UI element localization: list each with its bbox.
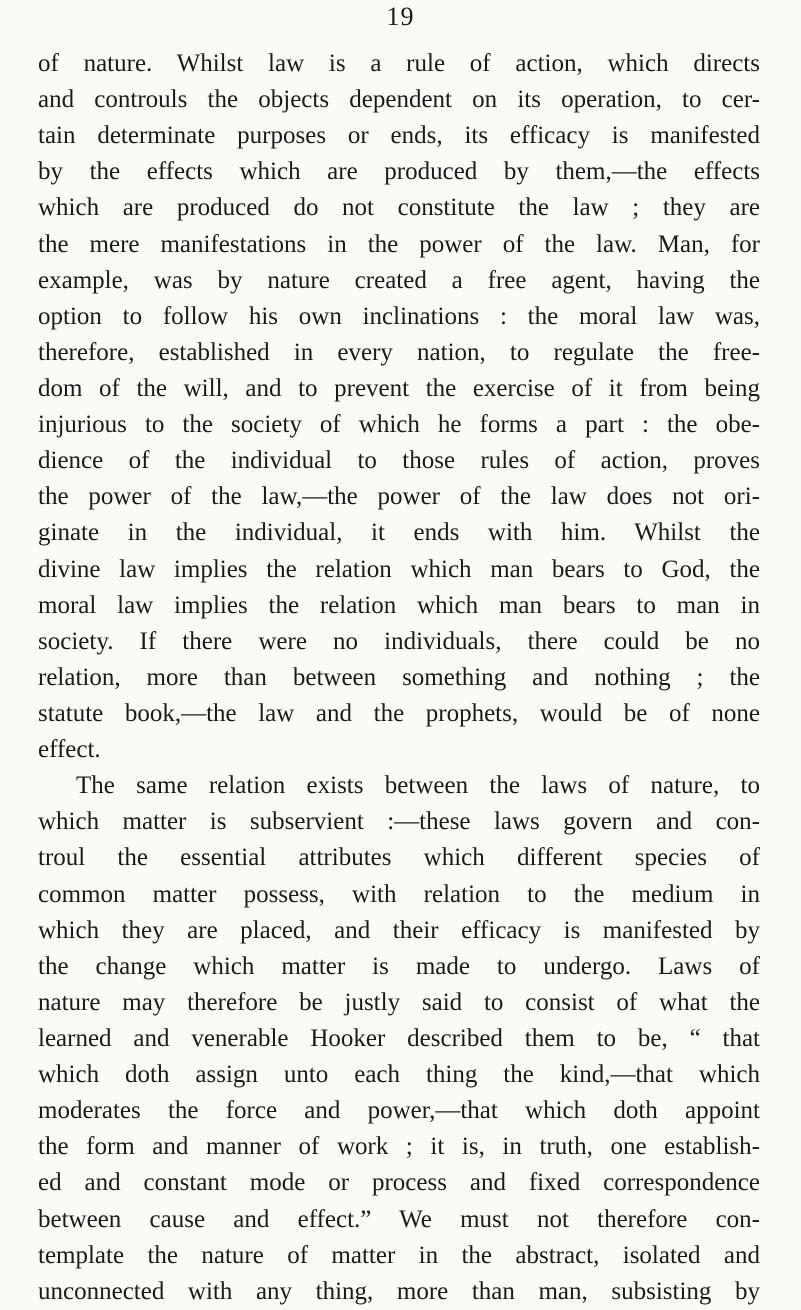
text-line: which are produced do not constitute the law ; they are xyxy=(38,194,760,222)
text-line: of nature. Whilst law is a rule of action, which directs xyxy=(38,50,760,77)
text-line: unconnected with any thing, more than man, subsisting by xyxy=(38,1277,760,1305)
text-line: society. If there were no individuals, there could be no xyxy=(38,627,760,655)
text-line: which doth assign unto each thing the kind,—that which xyxy=(38,1061,760,1089)
text-line: the mere manifestations in the power of the law. Man, for xyxy=(38,230,760,258)
text-line: the power of the law,—the power of the law does not ori- xyxy=(38,483,760,511)
body-text xyxy=(38,46,760,1310)
page-number: 19 xyxy=(386,2,415,31)
text-line: example, was by nature created a free agent, having the xyxy=(38,266,760,294)
text-line: moderates the force and power,—that which doth appoint xyxy=(38,1097,760,1125)
text-line: the change which matter is made to undergo. Laws of xyxy=(38,952,760,980)
text-line: injurious to the society of which he forms a part : the obe- xyxy=(38,411,760,439)
text-line: and controuls the objects dependent on its operation, to cer- xyxy=(38,86,760,114)
text-line: which matter is subservient :—these laws govern and con- xyxy=(38,808,760,836)
text-line: dom of the will, and to prevent the exercise of it from being xyxy=(38,374,760,402)
text-line: troul the essential attributes which different species of xyxy=(38,844,760,872)
text-line: option to follow his own inclinations : the moral law was, xyxy=(38,302,760,330)
text-line: divine law implies the relation which man bears to God, the xyxy=(38,555,760,583)
text-line: which they are placed, and their efficacy is manifested by xyxy=(38,916,760,944)
text-line: ed and constant mode or process and fixed correspondence xyxy=(38,1169,760,1197)
text-line: dience of the individual to those rules of action, proves xyxy=(38,447,760,475)
text-line: tain determinate purposes or ends, its efficacy is manifested xyxy=(38,122,760,150)
paragraph-start-line: The same relation exists between the laws of nature, to xyxy=(76,772,760,800)
text-line: nature may therefore be justly said to consist of what the xyxy=(38,988,760,1016)
text-line: by the effects which are produced by them,—the effects xyxy=(38,158,760,186)
text-line: the form and manner of work ; it is, in truth, one establish- xyxy=(38,1133,760,1161)
text-line: moral law implies the relation which man bears to man in xyxy=(38,591,760,619)
text-line: between cause and effect.” We must not therefore con- xyxy=(38,1205,760,1233)
text-line: learned and venerable Hooker described them to be, “ that xyxy=(38,1024,760,1052)
text-line: relation, more than between something and nothing ; the xyxy=(38,663,760,691)
text-line: ginate in the individual, it ends with him. Whilst the xyxy=(38,519,760,547)
text-line: statute book,—the law and the prophets, would be of none xyxy=(38,699,760,727)
text-line: common matter possess, with relation to the medium in xyxy=(38,880,760,908)
paragraph-end-line: effect. xyxy=(38,736,101,764)
text-line: template the nature of matter in the abstract, isolated and xyxy=(38,1241,760,1269)
text-line: therefore, established in every nation, to regulate the free- xyxy=(38,338,760,366)
